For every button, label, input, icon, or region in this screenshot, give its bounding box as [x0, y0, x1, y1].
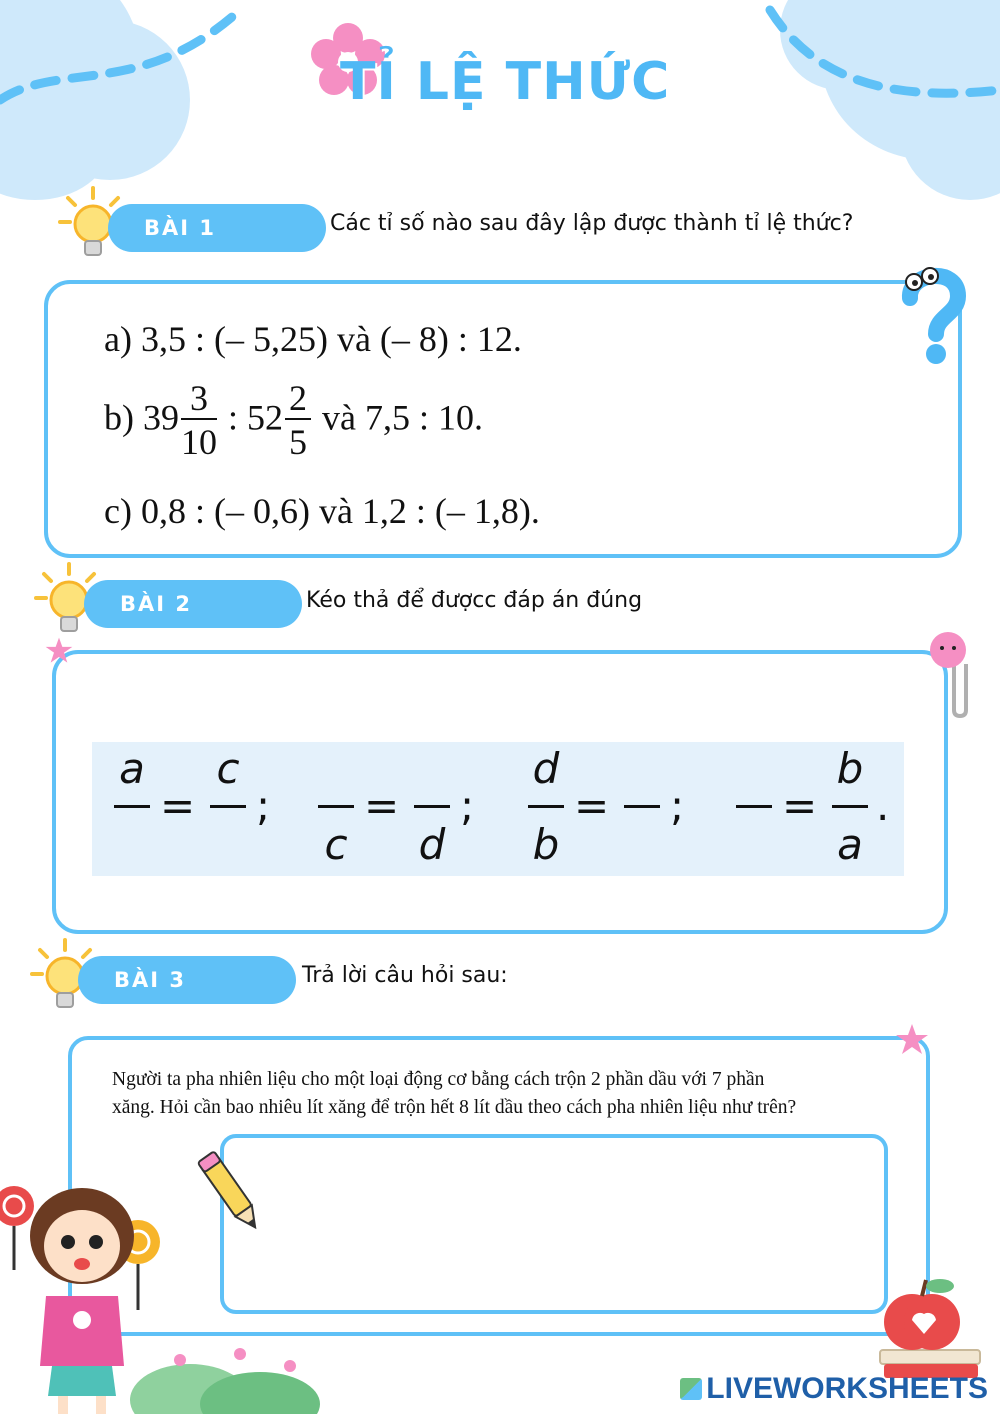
fraction-denominator: 5: [289, 422, 308, 462]
equation-2: [314, 742, 494, 876]
section-label-bai-3: BÀI 3: [78, 956, 296, 1004]
bush-decoration: [130, 1340, 330, 1414]
page-title: TỈ LỆ THỨC: [340, 52, 671, 112]
separator: ;: [670, 781, 685, 830]
section-prompt-bai-2: Kéo thả để đượcc đáp án đúng: [306, 588, 643, 613]
blank-or-denominator[interactable]: [110, 822, 154, 868]
blank-or-numerator[interactable]: c: [216, 744, 240, 793]
blank-or-numerator[interactable]: a: [119, 744, 145, 793]
equation-4: [732, 742, 902, 876]
star-icon: [44, 636, 74, 666]
separator: ;: [460, 781, 475, 830]
item-b-prefix: b) 39: [104, 397, 179, 438]
blank-or-denominator[interactable]: a: [837, 820, 863, 869]
blank-or-numerator[interactable]: [410, 746, 454, 792]
blank-or-denominator[interactable]: [732, 822, 776, 868]
section-label-bai-2: BÀI 2: [84, 580, 302, 628]
question-line-2: xăng. Hỏi cần bao nhiêu lít xăng để trộn hết 8 lít dầu theo cách pha nhiên liệu như trên?: [112, 1097, 797, 1118]
exercise-1-box: [44, 280, 962, 558]
blank-or-denominator[interactable]: [620, 822, 664, 868]
dashed-curve-right: [760, 0, 1000, 120]
blank-or-numerator[interactable]: b: [836, 744, 864, 793]
blank-or-numerator[interactable]: [732, 746, 776, 792]
exercise-1-item-c: c) 0,8 : (– 0,6) và 1,2 : (– 1,8).: [104, 491, 540, 531]
equals-sign: =: [782, 781, 818, 830]
mixed-fraction-1: [181, 378, 217, 464]
blank-or-denominator[interactable]: d: [418, 820, 446, 869]
question-line-1: Người ta pha nhiên liệu cho một loại động cơ bằng cách trộn 2 phần dầu với 7 phần: [112, 1069, 765, 1090]
section-label-bai-1: BÀI 1: [108, 204, 326, 252]
section-prompt-bai-1: Các tỉ số nào sau đây lập được thành tỉ lệ thức?: [330, 211, 854, 236]
equations-strip: [92, 742, 904, 876]
separator: .: [876, 781, 890, 830]
equation-1: [110, 742, 290, 876]
fraction-denominator: 10: [181, 422, 217, 462]
star-icon: [894, 1022, 930, 1058]
answer-input-box[interactable]: [220, 1134, 888, 1314]
fraction-numerator: 2: [285, 378, 311, 420]
item-b-middle: : 52: [219, 397, 284, 438]
equals-sign: =: [574, 781, 610, 830]
exercise-1-item-b: [104, 378, 483, 464]
equals-sign: =: [364, 781, 400, 830]
blank-or-denominator[interactable]: b: [532, 820, 560, 869]
mixed-fraction-2: [285, 378, 311, 464]
apple-books-illustration: [874, 1272, 984, 1382]
question-mark-icon: [896, 262, 968, 368]
equals-sign: =: [160, 781, 196, 830]
section-prompt-bai-3: Trả lời câu hỏi sau:: [302, 963, 508, 988]
exercise-3-question: [112, 1066, 796, 1122]
separator: ;: [256, 781, 271, 830]
exercise-1-item-a: a) 3,5 : (– 5,25) và (– 8) : 12.: [104, 319, 522, 359]
blank-or-denominator[interactable]: c: [324, 820, 348, 869]
fraction-numerator: 3: [181, 378, 217, 420]
blank-or-numerator[interactable]: [620, 746, 664, 792]
item-b-suffix: và 7,5 : 10.: [313, 397, 483, 438]
dashed-curve-left: [0, 0, 260, 120]
pencil-icon: [188, 1144, 278, 1244]
brand-logo-icon: [680, 1378, 702, 1400]
paper-clip-icon: [926, 630, 970, 720]
blank-or-denominator[interactable]: [206, 822, 250, 868]
brand-name: LIVEWORKSHEETS: [706, 1372, 988, 1405]
equation-3: [524, 742, 704, 876]
blank-or-numerator[interactable]: d: [532, 744, 560, 793]
blank-or-numerator[interactable]: [314, 746, 358, 792]
footer-brand: [680, 1372, 988, 1406]
